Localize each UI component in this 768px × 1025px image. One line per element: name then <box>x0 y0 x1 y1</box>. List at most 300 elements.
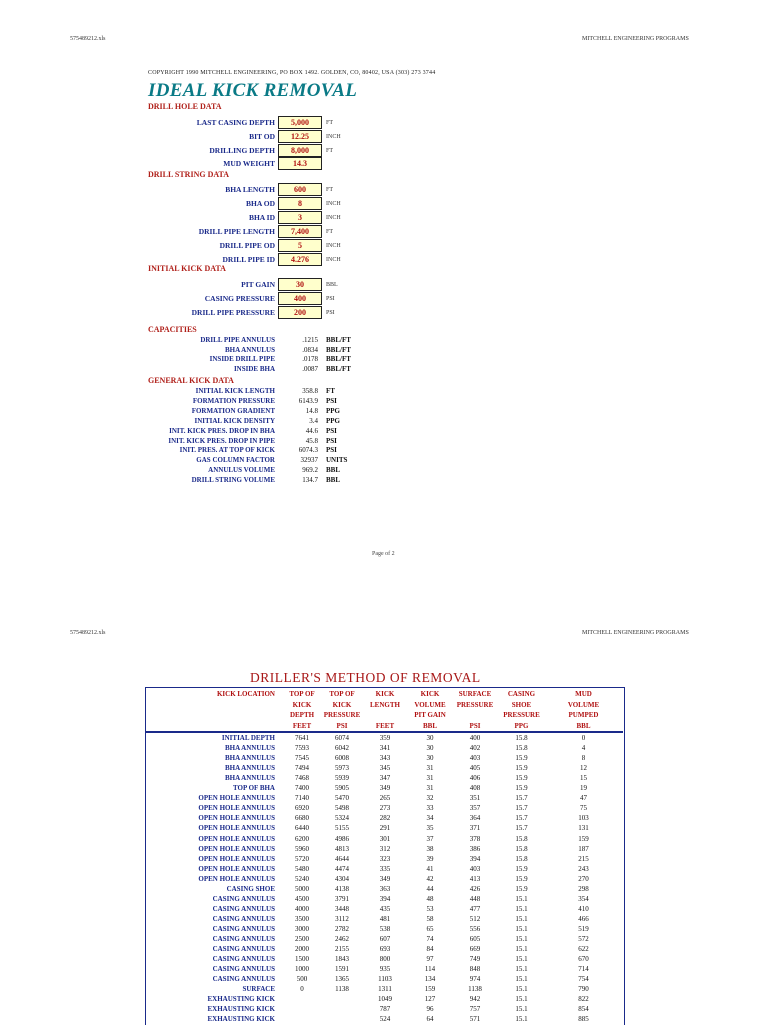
row-value: 5480 <box>295 864 309 873</box>
row-value: 1500 <box>295 955 309 964</box>
capacities-value: .0178 <box>302 355 318 364</box>
row-value: 3791 <box>335 894 349 903</box>
row-value: 65 <box>426 924 434 933</box>
row-value: 4000 <box>295 904 309 913</box>
row-value: 394 <box>469 854 481 863</box>
capacities-label: INSIDE BHA <box>233 365 275 374</box>
row-value: 15.9 <box>515 874 528 883</box>
table-title: DRILLER'S METHOD OF REMOVAL <box>250 670 481 685</box>
drill_string-input[interactable]: 4.276 <box>278 253 322 266</box>
row-value: 312 <box>379 844 391 853</box>
row-value: 84 <box>426 945 434 954</box>
row-value: 2782 <box>335 924 349 933</box>
drill_hole-input[interactable]: 14.3 <box>278 157 322 170</box>
row-value: 335 <box>379 864 391 873</box>
drill_string-label: BHA ID <box>248 213 275 222</box>
row-value: 5905 <box>335 784 349 793</box>
general_kick-label: GAS COLUMN FACTOR <box>196 456 275 465</box>
general_kick-value: 45.8 <box>305 436 318 445</box>
row-location: OPEN HOLE ANNULUS <box>198 844 275 853</box>
row-value: 15.9 <box>515 884 528 893</box>
row-value: 7593 <box>295 744 309 753</box>
row-value: 822 <box>578 995 589 1004</box>
row-value: 5498 <box>335 804 349 813</box>
column-header: CASING SHOE PRESSURE PPG <box>503 690 540 730</box>
row-value: 15.1 <box>515 914 528 923</box>
drill_hole-input[interactable]: 5,000 <box>278 116 322 129</box>
row-value: 15 <box>580 774 587 783</box>
row-value: 34 <box>426 814 434 823</box>
row-value: 974 <box>469 975 481 984</box>
row-value: 31 <box>426 774 434 783</box>
row-value: 354 <box>578 894 589 903</box>
capacities-value: .0087 <box>302 365 318 374</box>
general_kick-unit: PSI <box>326 436 337 445</box>
row-value: 64 <box>426 1015 434 1024</box>
row-value: 291 <box>379 824 391 833</box>
row-value: 538 <box>379 924 391 933</box>
row-value: 301 <box>379 834 391 843</box>
row-value: 6200 <box>295 834 309 843</box>
row-value: 243 <box>578 864 589 873</box>
drill_string-heading: DRILL STRING DATA <box>148 170 230 179</box>
row-value: 15.8 <box>515 834 528 843</box>
row-value: 4 <box>581 744 586 753</box>
initial_kick-label: DRILL PIPE PRESSURE <box>191 308 275 317</box>
row-value: 402 <box>469 744 481 753</box>
general_kick-value: 969.2 <box>302 466 318 475</box>
row-value: 298 <box>578 884 589 893</box>
row-value: 466 <box>578 914 589 923</box>
drill_string-input[interactable]: 7,400 <box>278 225 322 238</box>
company-name-p2: MITCHELL ENGINEERING PROGRAMS <box>582 630 689 636</box>
row-value: 114 <box>424 965 436 974</box>
row-value: 371 <box>469 824 481 833</box>
row-value: 5939 <box>335 774 349 783</box>
row-location: CASING ANNULUS <box>212 894 275 903</box>
row-value: 4813 <box>335 844 349 853</box>
drill_string-label: DRILL PIPE LENGTH <box>198 227 275 236</box>
row-value: 2000 <box>295 945 309 954</box>
row-value: 5000 <box>295 884 309 893</box>
row-value: 1365 <box>335 975 349 984</box>
column-header: MUD VOLUME PUMPED BBL <box>567 690 600 730</box>
row-value: 347 <box>379 774 391 783</box>
row-value: 159 <box>578 834 589 843</box>
row-value: 15.1 <box>515 935 528 943</box>
capacities-label: DRILL PIPE ANNULUS <box>200 336 275 344</box>
row-location: EXHAUSTING KICK <box>207 995 275 1004</box>
row-value: 6680 <box>295 814 309 823</box>
row-value: 15.8 <box>515 744 528 753</box>
general_kick-label: INITIAL KICK LENGTH <box>195 387 275 395</box>
row-value: 1138 <box>335 985 349 994</box>
general_kick-label: INIT. PRES. AT TOP OF KICK <box>179 446 275 455</box>
initial_kick-label: CASING PRESSURE <box>204 294 275 303</box>
row-value: 363 <box>379 884 391 893</box>
row-value: 273 <box>379 804 391 813</box>
drill_hole-heading: DRILL HOLE DATA <box>148 102 222 111</box>
row-value: 159 <box>424 985 436 994</box>
row-location: BHA ANNULUS <box>225 764 275 773</box>
row-value: 8 <box>581 754 586 763</box>
row-value: 6008 <box>335 754 349 763</box>
row-value: 58 <box>426 914 434 923</box>
row-location: OPEN HOLE ANNULUS <box>198 814 275 823</box>
row-value: 854 <box>578 1005 589 1014</box>
row-value: 15.9 <box>515 774 528 783</box>
row-value: 386 <box>469 844 481 853</box>
row-value: 7400 <box>295 784 309 793</box>
row-value: 75 <box>580 804 587 813</box>
row-value: 571 <box>469 1015 481 1024</box>
general_kick-value: 134.7 <box>302 476 318 485</box>
page-number: Page of 2 <box>372 551 395 557</box>
capacities-value: .1215 <box>302 336 318 344</box>
row-value: 3112 <box>335 914 349 923</box>
row-location: TOP OF BHA <box>232 784 275 793</box>
row-value: 345 <box>379 764 391 773</box>
row-value: 364 <box>469 814 481 823</box>
row-value: 6920 <box>295 804 309 813</box>
row-value: 6440 <box>295 824 309 833</box>
row-value: 47 <box>580 794 587 803</box>
drill_string-label: BHA OD <box>246 199 275 208</box>
row-value: 942 <box>469 995 481 1004</box>
row-value: 6074 <box>335 734 349 742</box>
row-value: 103 <box>578 814 589 823</box>
row-value: 4644 <box>335 854 349 863</box>
file-name: 575489212.xls <box>70 36 106 42</box>
row-value: 30 <box>426 734 434 742</box>
row-value: 7494 <box>295 764 309 773</box>
general_kick-label: INIT. KICK PRES. DROP IN PIPE <box>168 436 275 445</box>
row-value: 1843 <box>335 955 349 964</box>
column-header: SURFACE PRESSURE PSI <box>456 690 494 730</box>
row-value: 270 <box>578 874 589 883</box>
drill_string-label: BHA LENGTH <box>225 185 275 194</box>
row-value: 38 <box>426 844 434 853</box>
row-value: 4500 <box>295 894 309 903</box>
row-value: 3000 <box>295 924 309 933</box>
drill_hole-label: BIT OD <box>249 132 275 141</box>
row-value: 5324 <box>335 814 349 823</box>
row-value: 127 <box>424 995 436 1004</box>
row-value: 5240 <box>295 874 309 883</box>
row-value: 282 <box>379 814 391 823</box>
general_kick-unit: PSI <box>326 396 337 405</box>
row-value: 15.7 <box>515 814 528 823</box>
row-location: OPEN HOLE ANNULUS <box>198 794 275 803</box>
row-location: OPEN HOLE ANNULUS <box>198 834 275 843</box>
row-value: 500 <box>296 975 308 984</box>
row-value: 0 <box>300 985 304 994</box>
row-value: 5155 <box>335 824 349 833</box>
row-value: 5470 <box>335 794 349 803</box>
row-value: 31 <box>426 784 434 793</box>
row-location: BHA ANNULUS <box>225 774 275 783</box>
row-value: 435 <box>379 904 391 913</box>
general_kick-heading: GENERAL KICK DATA <box>148 376 234 385</box>
row-value: 15.8 <box>515 734 528 742</box>
row-value: 572 <box>578 935 589 943</box>
row-location: EXHAUSTING KICK <box>207 1005 275 1014</box>
page-title: IDEAL KICK REMOVAL <box>148 80 358 101</box>
row-value: 357 <box>469 804 481 813</box>
row-value: 6042 <box>335 744 349 753</box>
row-value: 403 <box>469 864 481 873</box>
row-value: 96 <box>426 1005 434 1014</box>
row-location: CASING ANNULUS <box>212 924 275 933</box>
initial_kick-unit: PSI <box>326 310 335 316</box>
row-value: 670 <box>578 955 589 964</box>
capacities-unit: BBL/FT <box>326 365 351 374</box>
row-value: 349 <box>379 784 391 793</box>
row-location: OPEN HOLE ANNULUS <box>198 874 275 883</box>
row-value: 7468 <box>295 774 309 783</box>
row-value: 0 <box>581 734 586 742</box>
general_kick-value: 358.8 <box>302 387 318 395</box>
row-value: 605 <box>469 935 481 943</box>
row-value: 378 <box>469 834 481 843</box>
row-value: 349 <box>379 874 391 883</box>
drill_hole-input[interactable]: 8,000 <box>278 144 322 157</box>
general_kick-unit: UNITS <box>326 456 348 465</box>
general_kick-label: ANNULUS VOLUME <box>208 466 275 475</box>
row-value: 15.1 <box>515 1015 528 1024</box>
row-value: 413 <box>469 874 481 883</box>
drill_hole-unit: FT <box>326 120 334 126</box>
row-value: 15.1 <box>515 965 528 974</box>
row-location: EXHAUSTING KICK <box>207 1015 275 1024</box>
initial_kick-input[interactable]: 30 <box>278 278 322 291</box>
initial_kick-input[interactable]: 400 <box>278 292 322 305</box>
row-value: 3500 <box>295 914 309 923</box>
row-value: 15.1 <box>515 955 528 964</box>
column-header: TOP OF KICK PRESSURE PSI <box>323 690 361 730</box>
initial_kick-heading: INITIAL KICK DATA <box>148 264 226 273</box>
row-value: 15.7 <box>515 824 528 833</box>
general_kick-unit: FT <box>326 387 335 395</box>
capacities-unit: BBL/FT <box>326 355 351 364</box>
row-value: 1311 <box>378 985 392 994</box>
row-value: 15.1 <box>515 894 528 903</box>
row-value: 607 <box>379 935 391 943</box>
row-location: CASING ANNULUS <box>212 955 275 964</box>
row-value: 1138 <box>468 985 482 994</box>
row-location: OPEN HOLE ANNULUS <box>198 804 275 813</box>
row-value: 935 <box>379 965 391 974</box>
row-value: 30 <box>426 754 434 763</box>
row-value: 15.8 <box>515 854 528 863</box>
row-value: 406 <box>469 774 481 783</box>
row-value: 622 <box>578 945 589 954</box>
general_kick-label: INIT. KICK PRES. DROP IN BHA <box>169 426 275 435</box>
column-header: KICK VOLUME PIT GAIN BBL <box>414 690 446 730</box>
row-value: 7545 <box>295 754 309 763</box>
row-value: 39 <box>426 854 434 863</box>
row-value: 41 <box>426 864 434 873</box>
row-value: 37 <box>426 834 434 843</box>
row-value: 524 <box>379 1015 391 1024</box>
row-value: 4986 <box>335 834 349 843</box>
row-value: 15.1 <box>515 924 528 933</box>
row-value: 749 <box>469 955 481 964</box>
general_kick-unit: BBL <box>326 476 341 485</box>
general_kick-value: 6143.9 <box>298 396 318 405</box>
general_kick-value: 6074.3 <box>298 446 318 455</box>
row-value: 15.9 <box>515 864 528 873</box>
general_kick-label: INITIAL KICK DENSITY <box>194 416 275 425</box>
row-location: BHA ANNULUS <box>225 744 275 753</box>
drill_hole-label: DRILLING DEPTH <box>209 146 275 155</box>
column-header: KICK LENGTH FEET <box>370 690 400 730</box>
drill_hole-label: LAST CASING DEPTH <box>196 118 275 127</box>
row-value: 7140 <box>295 794 309 803</box>
row-value: 53 <box>426 904 434 913</box>
row-value: 15.1 <box>515 1005 528 1014</box>
row-value: 215 <box>578 854 589 863</box>
row-value: 19 <box>580 784 587 793</box>
drill_string-label: DRILL PIPE ID <box>222 255 275 264</box>
row-value: 7641 <box>295 734 309 742</box>
row-location: CASING ANNULUS <box>212 935 275 943</box>
initial_kick-label: PIT GAIN <box>241 280 275 289</box>
row-location: OPEN HOLE ANNULUS <box>198 824 275 833</box>
row-value: 4474 <box>335 864 349 873</box>
row-value: 400 <box>469 734 481 742</box>
row-value: 4304 <box>335 874 349 883</box>
row-value: 35 <box>426 824 434 833</box>
row-value: 408 <box>469 784 481 793</box>
row-value: 30 <box>426 744 434 753</box>
capacities-label: INSIDE DRILL PIPE <box>209 355 275 364</box>
row-value: 44 <box>426 884 434 893</box>
row-value: 48 <box>426 894 434 903</box>
row-value: 787 <box>379 1005 391 1014</box>
copyright-line: COPYRIGHT 1990 MITCHELL ENGINEERING, PO BOX 1492. GOLDEN, CO, 80402, USA (303) 273 3744 <box>148 70 436 76</box>
row-value: 754 <box>578 975 589 984</box>
row-location: BHA ANNULUS <box>225 754 275 763</box>
general_kick-value: 14.8 <box>305 406 318 415</box>
row-value: 32 <box>426 794 434 803</box>
drill_hole-input[interactable]: 12.25 <box>278 130 322 143</box>
row-value: 15.7 <box>515 794 528 803</box>
general_kick-unit: PSI <box>326 446 337 455</box>
row-value: 477 <box>469 904 481 913</box>
row-value: 359 <box>379 734 391 742</box>
row-value: 15.9 <box>515 764 528 773</box>
row-value: 15.1 <box>515 904 528 913</box>
drill_string-input[interactable]: 600 <box>278 183 322 196</box>
row-value: 800 <box>379 955 391 964</box>
row-value: 131 <box>578 824 589 833</box>
initial_kick-input[interactable]: 200 <box>278 306 322 319</box>
row-value: 3448 <box>335 904 349 913</box>
row-value: 265 <box>379 794 391 803</box>
row-value: 15.7 <box>515 804 528 813</box>
row-location: CASING ANNULUS <box>212 965 275 974</box>
capacities-unit: BBL/FT <box>326 345 351 354</box>
row-value: 1591 <box>335 965 349 974</box>
row-value: 33 <box>426 804 434 813</box>
row-location: OPEN HOLE ANNULUS <box>198 864 275 873</box>
company-name: MITCHELL ENGINEERING PROGRAMS <box>582 36 689 42</box>
row-value: 2462 <box>335 935 349 943</box>
row-value: 97 <box>426 955 434 964</box>
row-value: 714 <box>578 965 589 974</box>
row-location: CASING ANNULUS <box>212 945 275 954</box>
general_kick-label: FORMATION GRADIENT <box>191 406 275 415</box>
row-value: 42 <box>426 874 434 883</box>
row-value: 15.1 <box>515 975 528 984</box>
row-value: 341 <box>379 744 391 753</box>
general_kick-value: 44.6 <box>305 426 318 435</box>
row-value: 4138 <box>335 884 349 893</box>
row-value: 15.1 <box>515 945 528 954</box>
row-value: 669 <box>469 945 481 954</box>
row-value: 12 <box>580 764 587 773</box>
row-value: 15.1 <box>515 985 528 994</box>
row-value: 848 <box>469 965 481 974</box>
drill_string-label: DRILL PIPE OD <box>219 241 275 250</box>
row-location: SURFACE <box>242 985 275 994</box>
drill_string-input[interactable]: 5 <box>278 239 322 252</box>
row-value: 426 <box>469 884 481 893</box>
general_kick-unit: BBL <box>326 466 341 475</box>
row-value: 394 <box>379 894 391 903</box>
general_kick-label: FORMATION PRESSURE <box>192 396 275 405</box>
column-header: KICK LOCATION <box>216 690 275 698</box>
row-value: 5960 <box>295 844 309 853</box>
row-value: 519 <box>578 924 589 933</box>
row-location: CASING ANNULUS <box>212 914 275 923</box>
row-value: 1103 <box>378 975 392 984</box>
drill_string-unit: INCH <box>326 243 341 249</box>
drill_string-unit: INCH <box>326 215 341 221</box>
general_kick-value: 32937 <box>300 456 318 465</box>
capacities-heading: CAPACITIES <box>148 325 197 334</box>
row-value: 343 <box>379 754 391 763</box>
general_kick-unit: PPG <box>326 416 340 425</box>
file-name-p2: 575489212.xls <box>70 630 106 636</box>
row-value: 187 <box>578 844 589 853</box>
drill_string-input[interactable]: 8 <box>278 197 322 210</box>
row-value: 15.9 <box>515 754 528 763</box>
drill_string-unit: INCH <box>326 201 341 207</box>
general_kick-label: DRILL STRING VOLUME <box>191 476 275 485</box>
row-value: 481 <box>379 914 391 923</box>
row-value: 351 <box>469 794 481 803</box>
row-value: 323 <box>379 854 391 863</box>
row-location: OPEN HOLE ANNULUS <box>198 854 275 863</box>
drill_hole-unit: FT <box>326 148 334 154</box>
row-value: 1000 <box>295 965 309 974</box>
row-value: 410 <box>578 904 589 913</box>
row-value: 512 <box>469 914 481 923</box>
column-header: TOP OF KICK DEPTH FEET <box>289 690 315 730</box>
row-value: 885 <box>578 1015 589 1024</box>
row-location: CASING ANNULUS <box>212 975 275 984</box>
row-value: 1049 <box>378 995 392 1004</box>
row-value: 31 <box>426 764 434 773</box>
drill_string-input[interactable]: 3 <box>278 211 322 224</box>
drill_string-unit: FT <box>326 229 334 235</box>
row-value: 2155 <box>335 945 349 954</box>
row-value: 74 <box>426 935 434 943</box>
row-value: 556 <box>469 924 481 933</box>
row-value: 693 <box>379 945 391 954</box>
